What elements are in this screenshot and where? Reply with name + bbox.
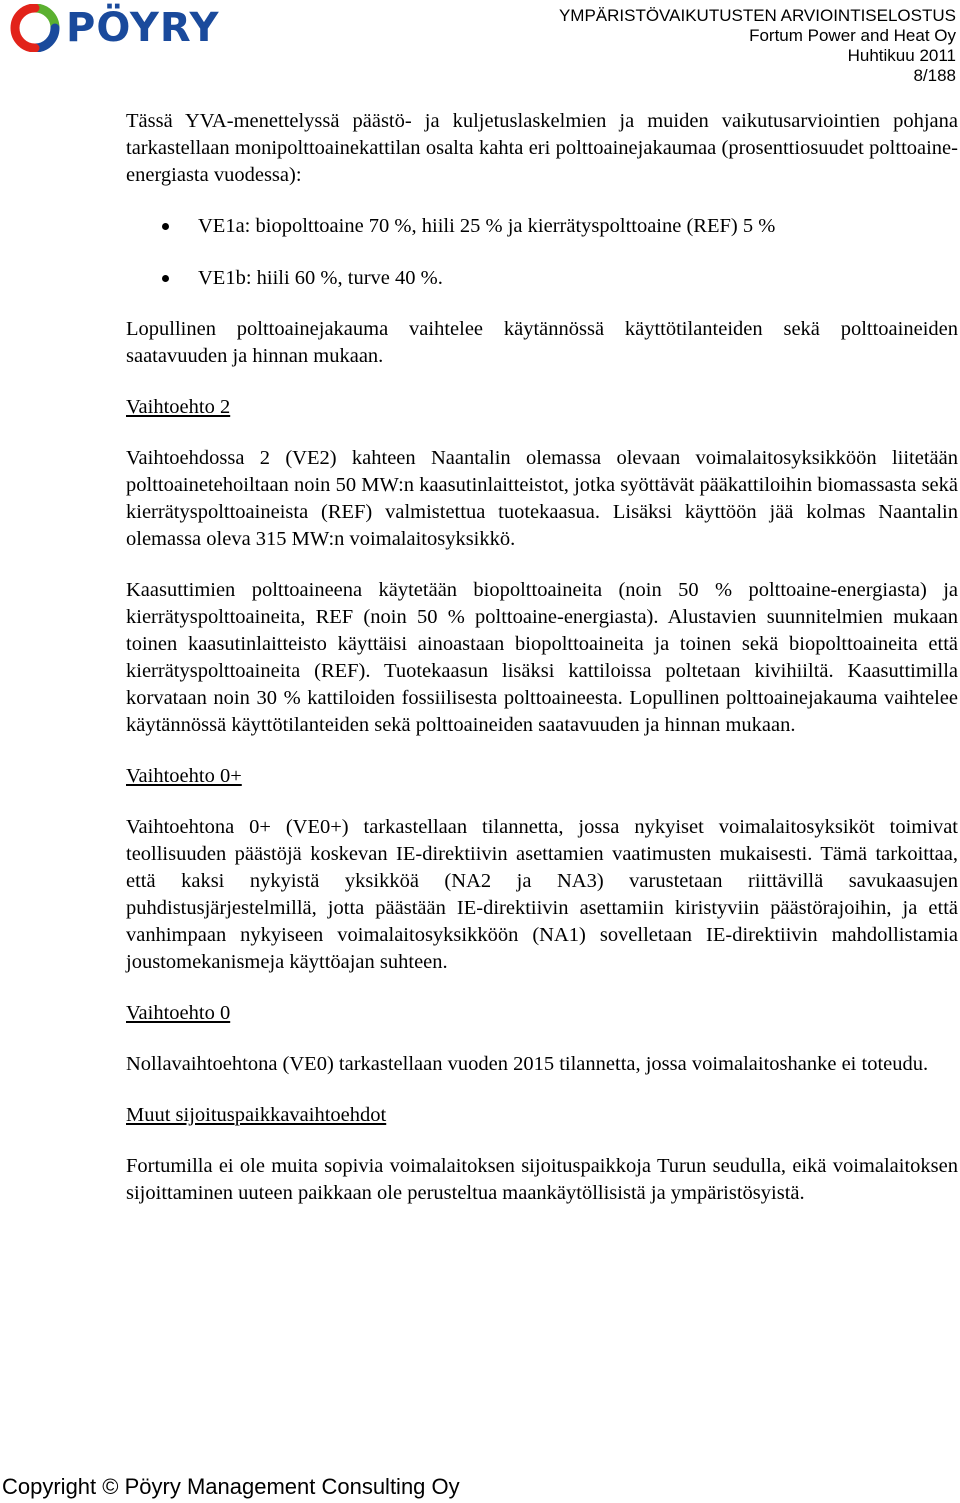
company-logo: [10, 4, 219, 52]
list-item-text: VE1a: biopolttoaine 70 %, hiili 25 % ja kierrätyspolttoaine (REF) 5 %: [198, 215, 776, 237]
fuel-distribution-list: [126, 213, 958, 292]
logo-wordmark: PÖYRY: [66, 5, 220, 51]
intro-paragraph: Tässä YVA-menettelyssä päästö- ja kuljetuslaskelmien ja muiden vaikutusarviointien pohjana tarkastellaan monipolttoainekattilan osalta kahta eri polttoainejakaumaa (prosenttiosuudet polttoaine-energiasta vuodessa):: [126, 110, 958, 186]
section-paragraph: Vaihtoehdossa 2 (VE2) kahteen Naantalin olemassa olevaan voimalaitosyksikköön liitetään polttoainetehoiltaan noin 50 MW:n kaasutinlaitteistot, jotka syöttävät pääkattiloihin biomassasta sekä kierrätyspolttoaineista (REF) valmistettua tuotekaasua. Lisäksi käyttöön jää kolmas Naantalin olemassa oleva 315 MW:n voimalaitosyksikkö.: [126, 447, 958, 550]
document-body: [126, 108, 958, 1231]
section-heading-ve0-plus: Vaihtoehto 0+: [126, 765, 242, 787]
poyry-logo-icon: [10, 4, 60, 52]
after-list-paragraph: Lopullinen polttoainejakauma vaihtelee käytännössä käyttötilanteiden sekä polttoaineiden saatavuuden ja hinnan mukaan.: [126, 318, 958, 367]
section-heading-ve2: Vaihtoehto 2: [126, 396, 231, 418]
section-heading-ve0: Vaihtoehto 0: [126, 1002, 231, 1024]
list-item: [126, 265, 958, 292]
section-paragraph: Fortumilla ei ole muita sopivia voimalaitoksen sijoituspaikkoja Turun seudulla, eikä voimalaitoksen sijoittaminen uuteen paikkaan ole perusteltua maankäytöllisistä ja ympäristösyistä.: [126, 1155, 958, 1204]
document-header: [559, 6, 956, 86]
company-name: Fortum Power and Heat Oy: [749, 26, 956, 45]
section-paragraph: Kaasuttimien polttoaineena käytetään biopolttoaineita (noin 50 % polttoaine-energiasta) ja kierrätyspolttoaineita, REF (noin 50 % polttoaine-energiasta). Alustavien suunnitelmien mukaan toinen kaasutinlaitteisto käyttäisi ainoastaan biopolttoaineita ja toinen sekä biopolttoaineita että kierrätyspolttoaineita (REF). Tuotekaasun lisäksi kattiloissa poltetaan kivihiiltä. Kaasuttimilla korvataan noin 30 % kattiloiden fossiilisesta polttoaineesta. Lopullinen polttoainejakauma vaihtelee käytännössä käyttötilanteiden sekä polttoaineiden saatavuuden ja hinnan mukaan.: [126, 579, 958, 736]
section-heading-other-sites: Muut sijoituspaikkavaihtoehdot: [126, 1104, 387, 1126]
bullet-icon: [162, 223, 169, 230]
bullet-icon: [162, 275, 169, 282]
copyright-footer: Copyright © Pöyry Management Consulting Oy: [2, 1474, 460, 1499]
list-item-text: VE1b: hiili 60 %, turve 40 %.: [198, 267, 443, 289]
document-date: Huhtikuu 2011: [847, 46, 956, 65]
document-type: YMPÄRISTÖVAIKUTUSTEN ARVIOINTISELOSTUS: [558, 6, 956, 25]
page-number: 8/188: [913, 66, 956, 85]
list-item: [126, 213, 958, 240]
section-paragraph: Vaihtoehtona 0+ (VE0+) tarkastellaan tilannetta, jossa nykyiset voimalaitosyksiköt toimivat teollisuuden päästöjä koskevan IE-direktiivin asettamien vaatimusten mukaisesti. Tämä tarkoittaa, että kaksi nykyistä yksikköä (NA2 ja NA3) varustetaan riittävillä savukaasujen puhdistusjärjestelmillä, jotta päästään IE-direktiivin asettamiin kiristyviin päästörajoihin, ja että vanhimpaan nykyiseen voimalaitosyksikköön (NA1) sovelletaan IE-direktiivin mahdollistamia joustomekanismeja käyttöajan suhteen.: [126, 816, 958, 973]
section-paragraph: Nollavaihtoehtona (VE0) tarkastellaan vuoden 2015 tilannetta, jossa voimalaitoshanke ei toteudu.: [126, 1053, 929, 1075]
